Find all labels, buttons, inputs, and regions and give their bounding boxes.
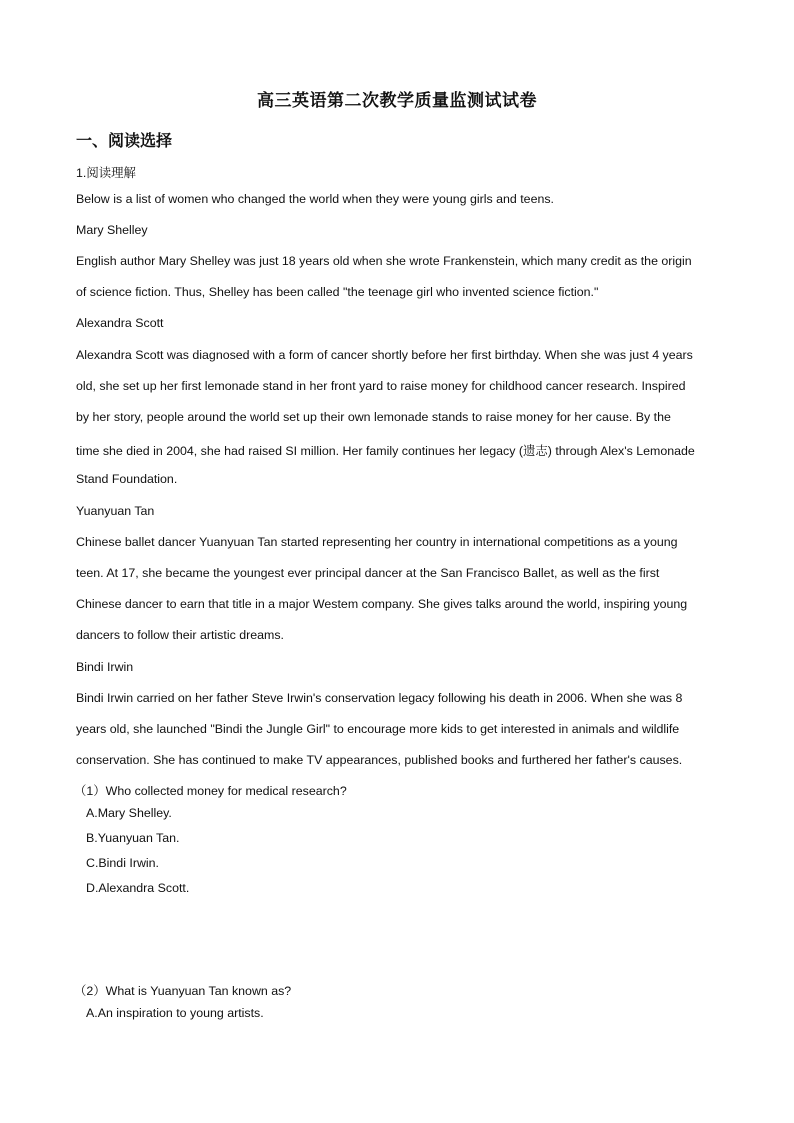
person-name-tan: Yuanyuan Tan xyxy=(76,504,155,518)
passage-line: English author Mary Shelley was just 18 years old when she wrote Frankenstein, which many credit as the origin xyxy=(76,254,692,268)
passage-intro: Below is a list of women who changed the world when they were young girls and teens. xyxy=(76,192,554,206)
passage-line: Stand Foundation. xyxy=(76,472,178,486)
passage-line: Alexandra Scott was diagnosed with a form of cancer shortly before her first birthday. When she was just 4 years xyxy=(76,348,693,362)
q1-option-d[interactable]: D.Alexandra Scott. xyxy=(86,881,190,895)
passage-line: Chinese dancer to earn that title in a major Westem company. She gives talks around the world, inspiring young xyxy=(76,597,688,611)
person-name-shelley: Mary Shelley xyxy=(76,223,148,237)
passage-line: Chinese ballet dancer Yuanyuan Tan started representing her country in international competitions as a young xyxy=(76,535,678,549)
person-name-scott: Alexandra Scott xyxy=(76,316,164,330)
passage-line: of science fiction. Thus, Shelley has been called "the teenage girl who invented science fiction." xyxy=(76,285,599,299)
question-2: （2）What is Yuanyuan Tan known as? xyxy=(74,984,292,998)
q1-option-c[interactable]: C.Bindi Irwin. xyxy=(86,856,159,870)
q1-option-a[interactable]: A.Mary Shelley. xyxy=(86,806,172,820)
q2-option-a[interactable]: A.An inspiration to young artists. xyxy=(86,1006,264,1020)
q1-option-b[interactable]: B.Yuanyuan Tan. xyxy=(86,831,180,845)
passage-line: by her story, people around the world set up their own lemonade stands to raise money for her cause. By the xyxy=(76,410,671,424)
passage-line: old, she set up her first lemonade stand in her front yard to raise money for childhood cancer research. Inspired xyxy=(76,379,686,393)
passage-line: years old, she launched "Bindi the Jungle Girl" to encourage more kids to get interested in animals and wildlife xyxy=(76,722,680,736)
section-heading: 一、阅读选择 xyxy=(76,131,173,150)
person-name-irwin: Bindi Irwin xyxy=(76,660,134,674)
passage-line: time she died in 2004, she had raised SI million. Her family continues her legacy (遗志) through Alex's Lemonade xyxy=(76,444,695,458)
exam-title: 高三英语第二次教学质量监测试试卷 xyxy=(257,91,537,111)
passage-line: dancers to follow their artistic dreams. xyxy=(76,628,284,642)
passage-line: Bindi Irwin carried on her father Steve Irwin's conservation legacy following his death in 2006. When she was 8 xyxy=(76,691,683,705)
question-1: （1）Who collected money for medical research? xyxy=(74,784,347,798)
part-label: 1.阅读理解 xyxy=(76,166,136,180)
passage-line: conservation. She has continued to make TV appearances, published books and furthered her father's causes. xyxy=(76,753,683,767)
passage-line: teen. At 17, she became the youngest ever principal dancer at the San Francisco Ballet, as well as the first xyxy=(76,566,660,580)
